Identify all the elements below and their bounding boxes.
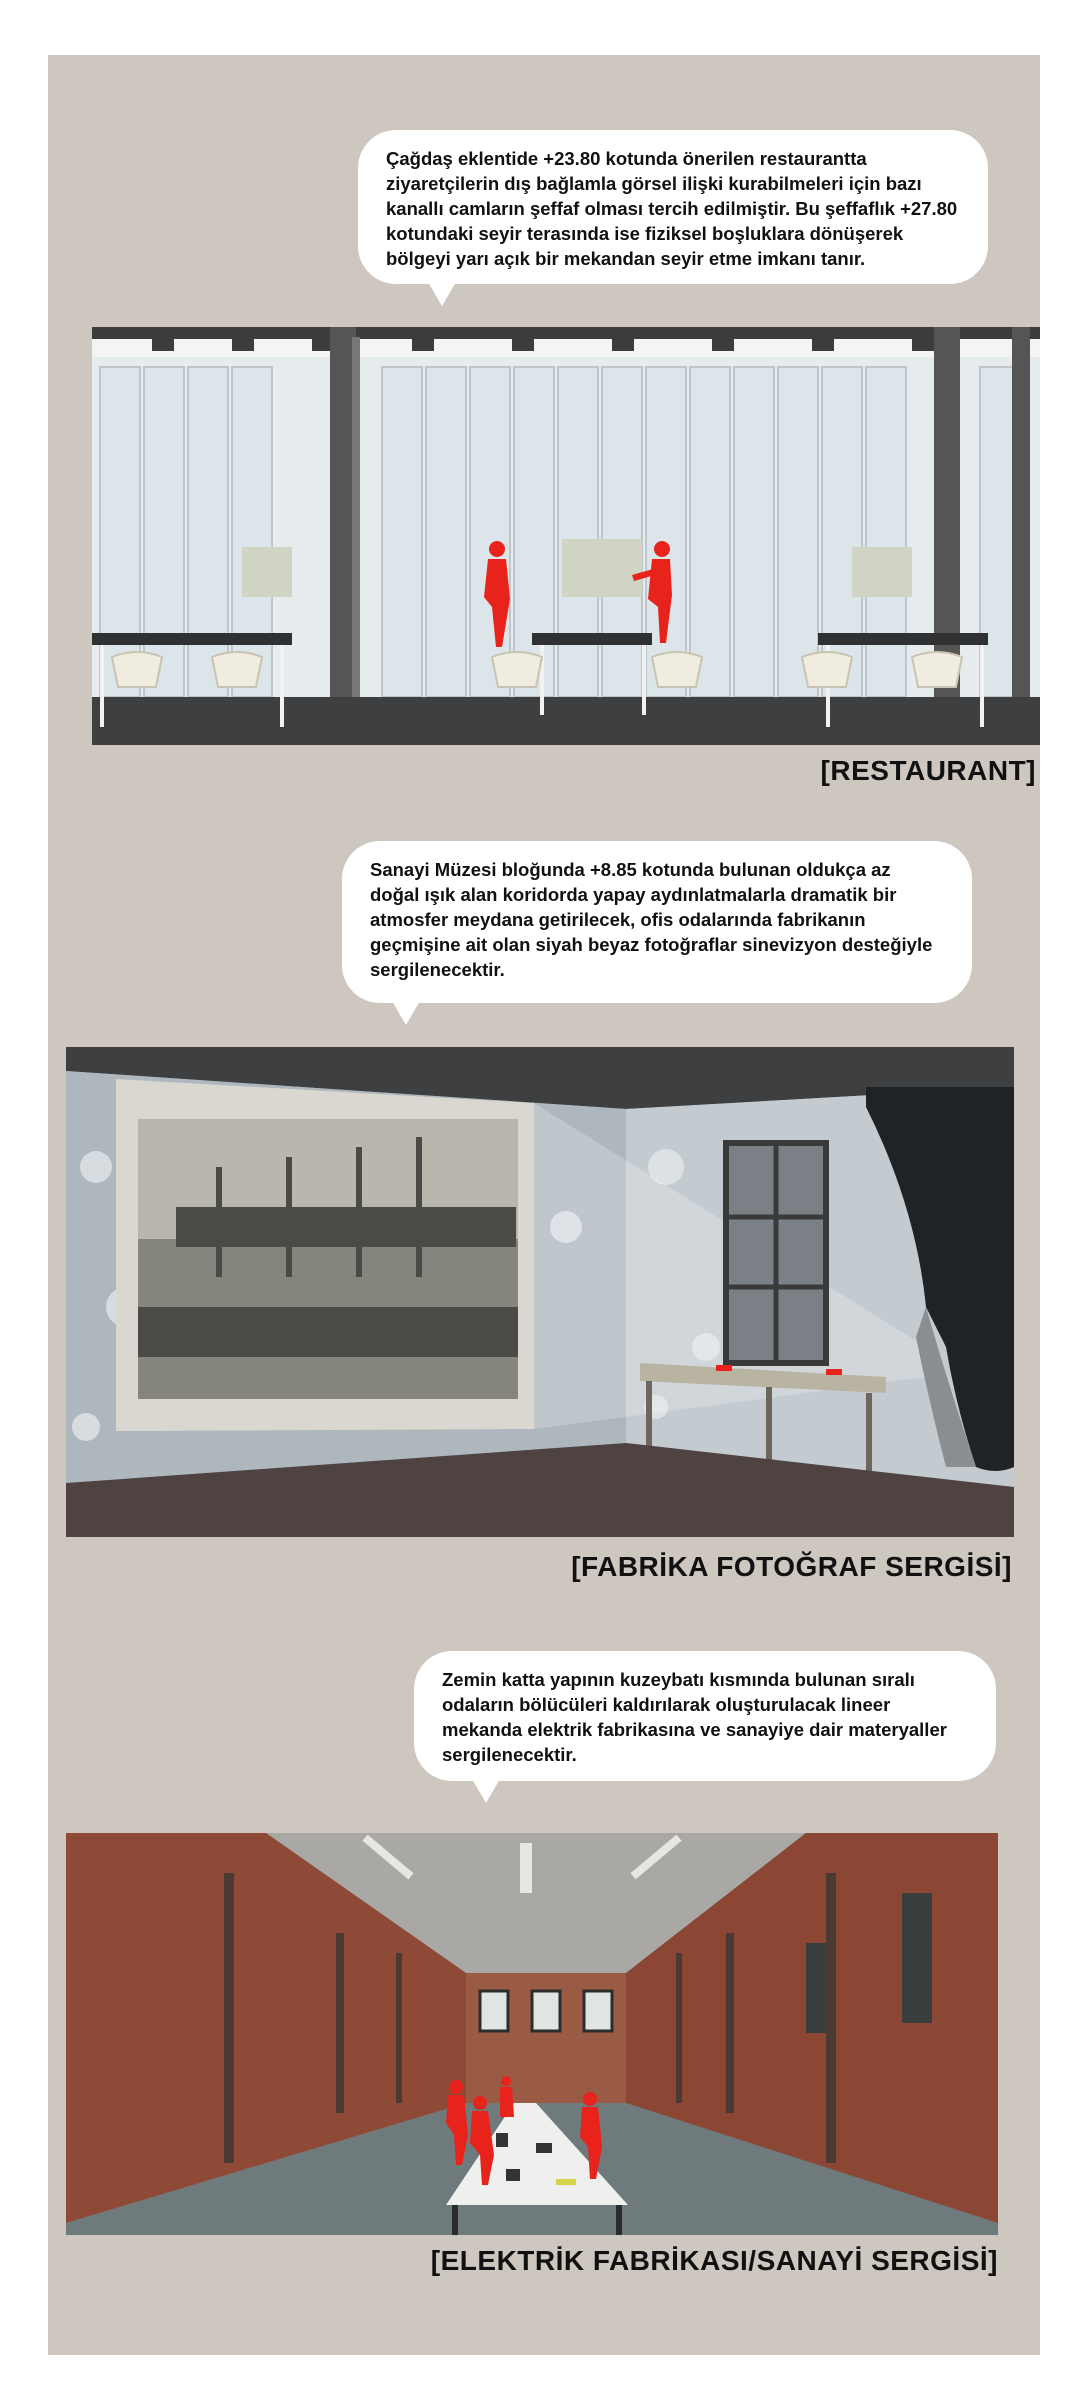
- restaurant-render: [92, 327, 1040, 745]
- industry-exhibition-note-text: Zemin katta yapının kuzeybatı kısmında bulunan sıralı odaların bölücüleri kaldırılarak oluşturulacak lineer mekanda elektrik fabrikasına ve sanayiye dair materyaller sergilenecektir.: [442, 1669, 947, 1765]
- presentation-board: [48, 55, 1040, 2355]
- restaurant-note-text: Çağdaş eklentide +23.80 kotunda önerilen restaurantta ziyaretçilerin dış bağlamla görsel ilişki kurabilmeleri için bazı kanallı camların şeffaf olması tercih edilmiştir. Bu şeffaflık +27.80 kotundaki seyir terasında ise fiziksel boşluklara dönüşerek bölgeyi yarı açık bir mekandan seyir etme imkanı tanır.: [386, 148, 958, 269]
- industry-exhibition-render: [66, 1833, 998, 2235]
- photo-exhibition-caption: [FABRİKA FOTOĞRAF SERGİSİ]: [571, 1551, 1012, 1582]
- photo-exhibition-note-text: Sanayi Müzesi bloğunda +8.85 kotunda bulunan oldukça az doğal ışık alan koridorda yapay aydınlatmalarla dramatik bir atmosfer meydana getirilecek, ofis odalarında fabrikanın geçmişine ait olan siyah beyaz fotoğraflar sinevizyon desteğiyle sergilenecektir.: [370, 859, 933, 980]
- industry-exhibition-caption: [ELEKTRİK FABRİKASI/SANAYİ SERGİSİ]: [430, 2245, 998, 2276]
- restaurant-note-bubble: [358, 130, 988, 284]
- photo-exhibition-render: [66, 1047, 1014, 1537]
- industry-exhibition-note-bubble: [414, 1651, 996, 1781]
- restaurant-caption: [RESTAURANT]: [820, 755, 1036, 786]
- photo-exhibition-note-bubble: [342, 841, 972, 1003]
